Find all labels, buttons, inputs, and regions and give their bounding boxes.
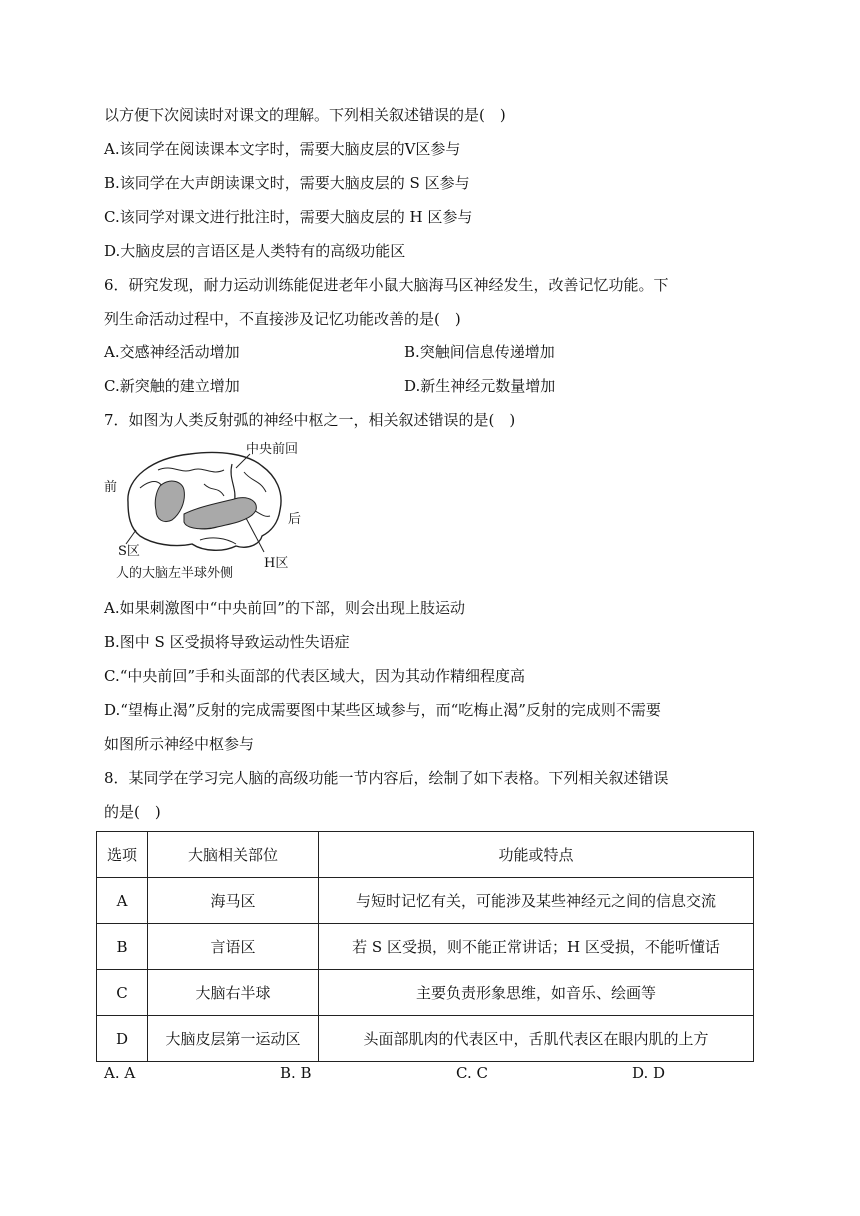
q8-option-a: A. A	[104, 1064, 136, 1082]
q6-stem-line1: 6．研究发现，耐力运动训练能促进老年小鼠大脑海马区神经发生，改善记忆功能。下	[104, 276, 669, 294]
table-row	[97, 878, 754, 924]
table-cell: 与短时记忆有关，可能涉及某些神经元之间的信息交流	[319, 878, 754, 924]
table-header-cell: 功能或特点	[319, 832, 754, 878]
table-cell: 言语区	[148, 924, 319, 970]
q5-option-a: A.该同学在阅读课本文字时，需要大脑皮层的Ⅴ区参与	[104, 140, 461, 158]
q7-option-b: B.图中 S 区受损将导致运动性失语症	[104, 633, 350, 651]
figure-caption: 人的大脑左半球外侧	[116, 566, 234, 581]
label-s-area: S区	[118, 544, 140, 559]
q6-option-d: D.新生神经元数量增加	[404, 377, 556, 395]
q8-table	[96, 831, 754, 1062]
table-header-row	[97, 832, 754, 878]
table-cell: B	[97, 924, 148, 970]
table-cell: C	[97, 970, 148, 1016]
q8-stem-line2: 的是( )	[104, 803, 161, 821]
q7-option-d-line2: 如图所示神经中枢参与	[104, 735, 255, 753]
table-cell: 若 S 区受损，则不能正常讲话；H 区受损，不能听懂话	[319, 924, 754, 970]
q7-option-d-line1: D.“望梅止渴”反射的完成需要图中某些区域参与，而“吃梅止渴”反射的完成则不需要	[104, 701, 661, 719]
q5-option-c: C.该同学对课文进行批注时，需要大脑皮层的 H 区参与	[104, 208, 473, 226]
q5-continuation: 以方便下次阅读时对课文的理解。下列相关叙述错误的是( )	[104, 106, 506, 124]
table-row	[97, 924, 754, 970]
brain-diagram	[100, 440, 340, 590]
q8-stem-line1: 8．某同学在学习完人脑的高级功能一节内容后，绘制了如下表格。下列相关叙述错误	[104, 769, 669, 787]
q8-option-c: C. C	[456, 1064, 488, 1082]
table-cell: D	[97, 1016, 148, 1062]
table-cell: 头面部肌肉的代表区中，舌肌代表区在眼内肌的上方	[319, 1016, 754, 1062]
q8-option-d: D. D	[632, 1064, 666, 1082]
label-central-gyrus: 中央前回	[246, 442, 299, 457]
table-row	[97, 1016, 754, 1062]
q7-option-a: A.如果刺激图中“中央前回”的下部，则会出现上肢运动	[104, 599, 465, 617]
table-header-cell: 大脑相关部位	[148, 832, 319, 878]
q6-stem-line2: 列生命活动过程中，不直接涉及记忆功能改善的是( )	[104, 310, 461, 328]
table-cell: 大脑皮层第一运动区	[148, 1016, 319, 1062]
q6-option-c: C.新突触的建立增加	[104, 377, 240, 395]
q7-option-c: C.“中央前回”手和头面部的代表区域大，因为其动作精细程度高	[104, 667, 526, 685]
q5-option-b: B.该同学在大声朗读课文时，需要大脑皮层的 S 区参与	[104, 174, 470, 192]
q6-option-a: A.交感神经活动增加	[104, 343, 240, 361]
label-front: 前	[104, 480, 118, 495]
q8-option-b: B. B	[280, 1064, 312, 1082]
table-cell: 海马区	[148, 878, 319, 924]
table-header-cell: 选项	[97, 832, 148, 878]
q5-option-d: D.大脑皮层的言语区是人类特有的高级功能区	[104, 242, 406, 260]
label-h-area: H区	[264, 556, 289, 571]
table-cell: 大脑右半球	[148, 970, 319, 1016]
table-cell: 主要负责形象思维，如音乐、绘画等	[319, 970, 754, 1016]
q7-stem: 7．如图为人类反射弧的神经中枢之一，相关叙述错误的是( )	[104, 411, 516, 429]
q6-option-b: B.突触间信息传递增加	[404, 343, 555, 361]
label-back: 后	[288, 512, 302, 527]
table-row	[97, 970, 754, 1016]
table-cell: A	[97, 878, 148, 924]
